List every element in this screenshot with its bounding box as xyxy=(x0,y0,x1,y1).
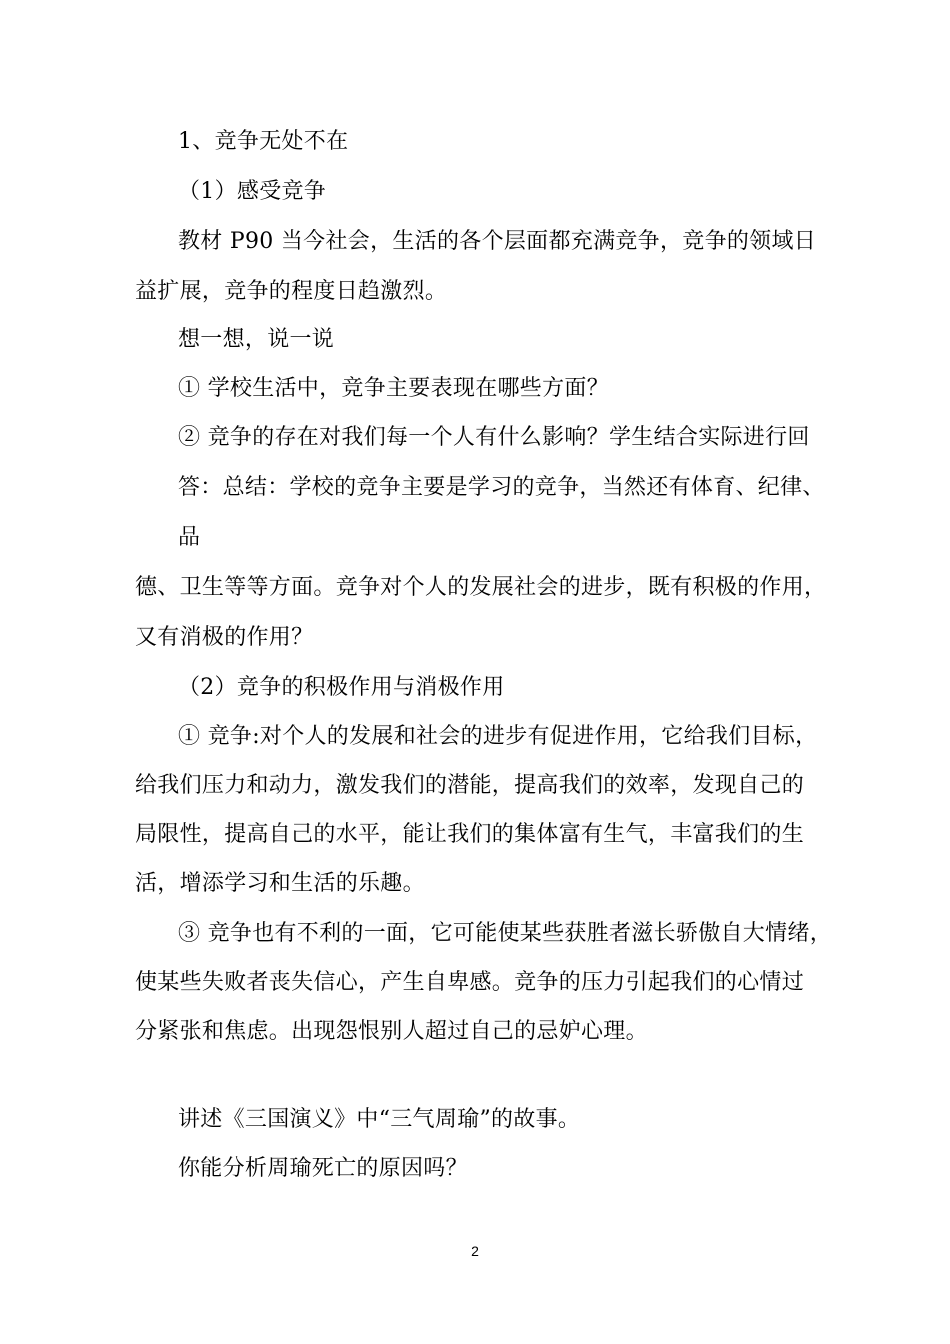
paragraph-line: 答：总结：学校的竞争主要是学习的竞争，当然还有体育、纪律、 xyxy=(178,475,825,500)
paragraph-line: 分紧张和焦虑。出现怨恨别人超过自己的忌妒心理。 xyxy=(135,1019,648,1044)
question-item: ② 竞争的存在对我们每一个人有什么影响？学生结合实际进行回 xyxy=(178,425,810,450)
paragraph-line: 你能分析周瑜死亡的原因吗？ xyxy=(178,1156,468,1181)
paragraph-line: 活，增添学习和生活的乐趣。 xyxy=(135,871,425,896)
paragraph-line: 德、卫生等等方面。竞争对个人的发展社会的进步，既有积极的作用， xyxy=(135,575,827,600)
question-item: ① 学校生活中，竞争主要表现在哪些方面？ xyxy=(178,376,609,401)
page-number: 2 xyxy=(471,1243,479,1259)
paragraph-line: 给我们压力和动力，激发我们的潜能，提高我们的效率，发现自己的 xyxy=(135,773,805,798)
paragraph-line: 讲述《三国演义》中“三气周瑜”的故事。 xyxy=(178,1107,581,1132)
list-item: ① 竞争:对个人的发展和社会的进步有促进作用，它给我们目标， xyxy=(178,724,818,749)
section-heading: 1、竞争无处不在 xyxy=(178,129,349,154)
paragraph-line: 想一想，说一说 xyxy=(178,327,335,352)
paragraph-line: 局限性，提高自己的水平，能让我们的集体富有生气，丰富我们的生 xyxy=(135,822,805,847)
subsection-heading: （2）竞争的积极作用与消极作用 xyxy=(178,675,505,700)
paragraph-line: 使某些失败者丧失信心，产生自卑感。竞争的压力引起我们的心情过 xyxy=(135,970,805,995)
paragraph-line: 又有消极的作用？ xyxy=(135,625,314,650)
list-item: ③ 竞争也有不利的一面，它可能使某些获胜者滋长骄傲自大情绪， xyxy=(178,921,832,946)
paragraph-line: 益扩展，竞争的程度日趋激烈。 xyxy=(135,279,448,304)
paragraph-line: 品 xyxy=(178,525,201,550)
paragraph-line: 教材 P90 当今社会，生活的各个层面都充满竞争，竞争的领域日 xyxy=(178,229,817,254)
subsection-heading: （1）感受竞争 xyxy=(178,179,327,204)
